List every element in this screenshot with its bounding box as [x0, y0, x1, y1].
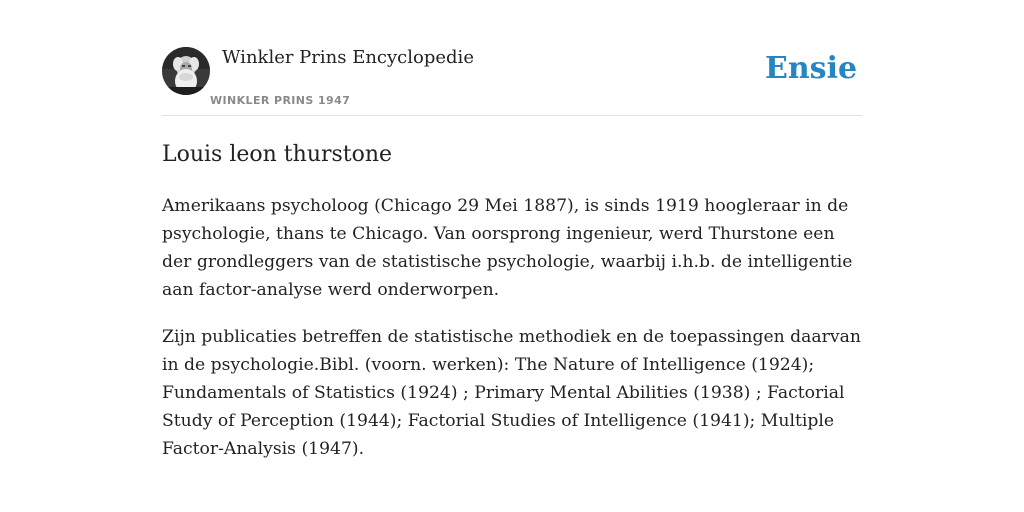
header-divider	[162, 115, 862, 116]
edition-label[interactable]: WINKLER PRINS 1947	[210, 94, 351, 107]
entry-body	[162, 192, 862, 482]
brand-logo[interactable]: Ensie	[765, 51, 858, 86]
bearded-man-portrait-icon	[162, 47, 210, 95]
entry-title: Louis leon thurstone	[162, 142, 393, 167]
site-title[interactable]: Winkler Prins Encyclopedie	[222, 47, 474, 68]
entry-paragraph: Amerikaans psycholoog (Chicago 29 Mei 1887), is sinds 1919 hoogleraar in de psychologie, thans te Chicago. Van oorsprong ingenieur, werd Thurstone een der grondleggers van de statistische psychologie, waarbij i.h.b. de intelligentie aan factor-analyse werd onderworpen.	[162, 196, 853, 300]
entry-paragraph: Zijn publicaties betreffen de statistische methodiek en de toepassingen daarvan in de psychologie.Bibl. (voorn. werken): The Nature of Intelligence (1924); Fundamentals of Statistics (1924) ; Primary Mental Abilities (1938) ; Factorial Study of Perception (1944); Factorial Studies of Intelligence (1941); Multiple Factor-Analysis (1947).	[162, 327, 861, 459]
